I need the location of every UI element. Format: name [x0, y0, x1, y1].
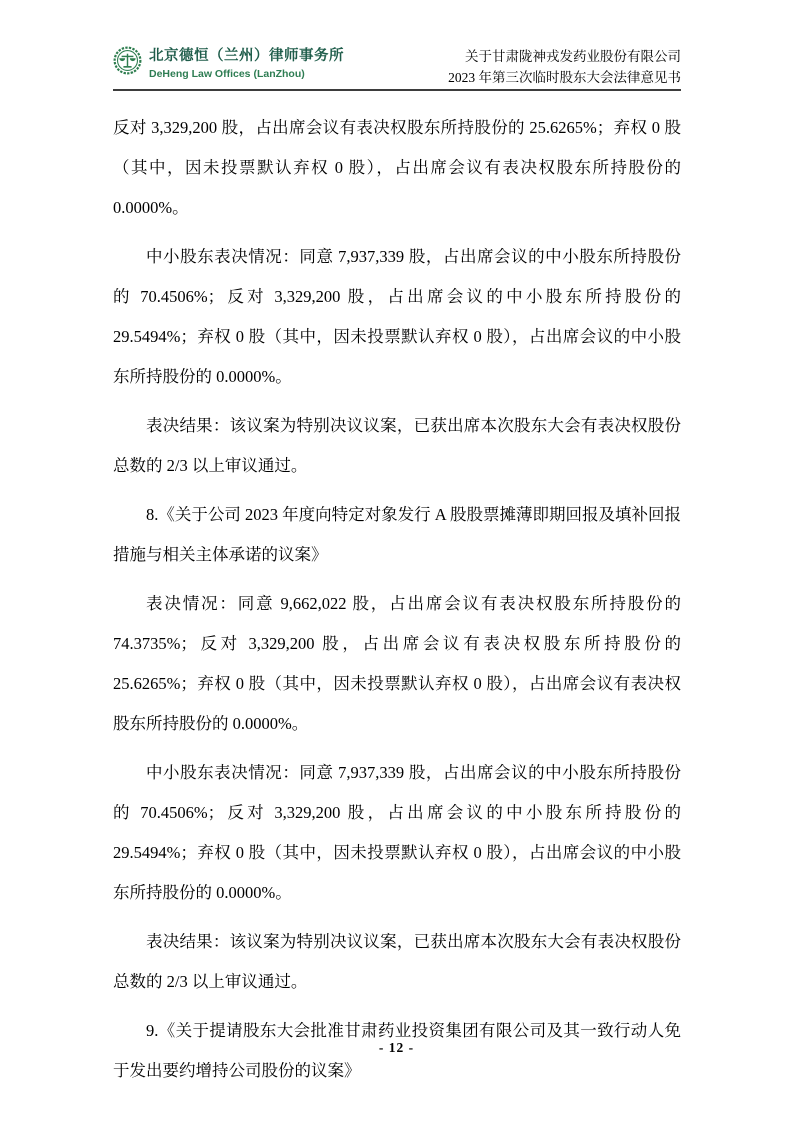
- paragraph: 表决结果：该议案为特别决议议案，已获出席本次股东大会有表决权股份总数的 2/3 以上审议通过。: [113, 932, 681, 991]
- paragraph: 中小股东表决情况：同意 7,937,339 股，占出席会议的中小股东所持股份的 70.4506%；反对 3,329,200 股，占出席会议的中小股东所持股份的 29.5494%；弃权 0 股（其中，因未投票默认弃权 0 股），占出席会议的中小股东所持股份的 0.0000%。: [113, 763, 681, 902]
- paragraph: 表决情况：同意 9,662,022 股，占出席会议有表决权股东所持股份的 74.3735%；反对 3,329,200 股，占出席会议有表决权股东所持股份的 25.6265%；弃权 0 股（其中，因未投票默认弃权 0 股），占出席会议有表决权股东所持股份的 0.0000%。: [113, 594, 681, 733]
- paragraph: 8.《关于公司 2023 年度向特定对象发行 A 股股票摊薄即期回报及填补回报措施与相关主体承诺的议案》: [113, 505, 681, 564]
- scales-of-justice-seal-icon: [113, 46, 142, 75]
- header-divider-rule: [113, 89, 681, 91]
- firm-name-chinese: 北京德恒（兰州）律师事务所: [149, 48, 344, 64]
- paragraph: 中小股东表决情况：同意 7,937,339 股，占出席会议的中小股东所持股份的 70.4506%；反对 3,329,200 股，占出席会议的中小股东所持股份的 29.5494%；弃权 0 股（其中，因未投票默认弃权 0 股），占出席会议的中小股东所持股份的 0.0000%。: [113, 247, 681, 386]
- page-number: - 12 -: [378, 1040, 415, 1055]
- document-body: [113, 108, 681, 1100]
- document-title-line1: 关于甘肃陇神戎发药业股份有限公司: [465, 49, 681, 64]
- firm-name-english: DeHeng Law Offices (LanZhou): [149, 68, 305, 80]
- document-title-line2: 2023 年第三次临时股东大会法律意见书: [448, 70, 681, 85]
- paragraph: 表决结果：该议案为特别决议议案，已获出席本次股东大会有表决权股份总数的 2/3 以上审议通过。: [113, 416, 681, 475]
- document-title: [448, 46, 681, 88]
- paragraph: 反对 3,329,200 股，占出席会议有表决权股东所持股份的 25.6265%；弃权 0 股（其中，因未投票默认弃权 0 股），占出席会议有表决权股东所持股份的 0.0000%。: [113, 118, 681, 217]
- page-header: [113, 44, 681, 88]
- law-firm-brand: [113, 44, 344, 80]
- paragraph: 9.《关于提请股东大会批准甘肃药业投资集团有限公司及其一致行动人免于发出要约增持公司股份的议案》: [113, 1021, 681, 1080]
- law-firm-names: [149, 44, 344, 80]
